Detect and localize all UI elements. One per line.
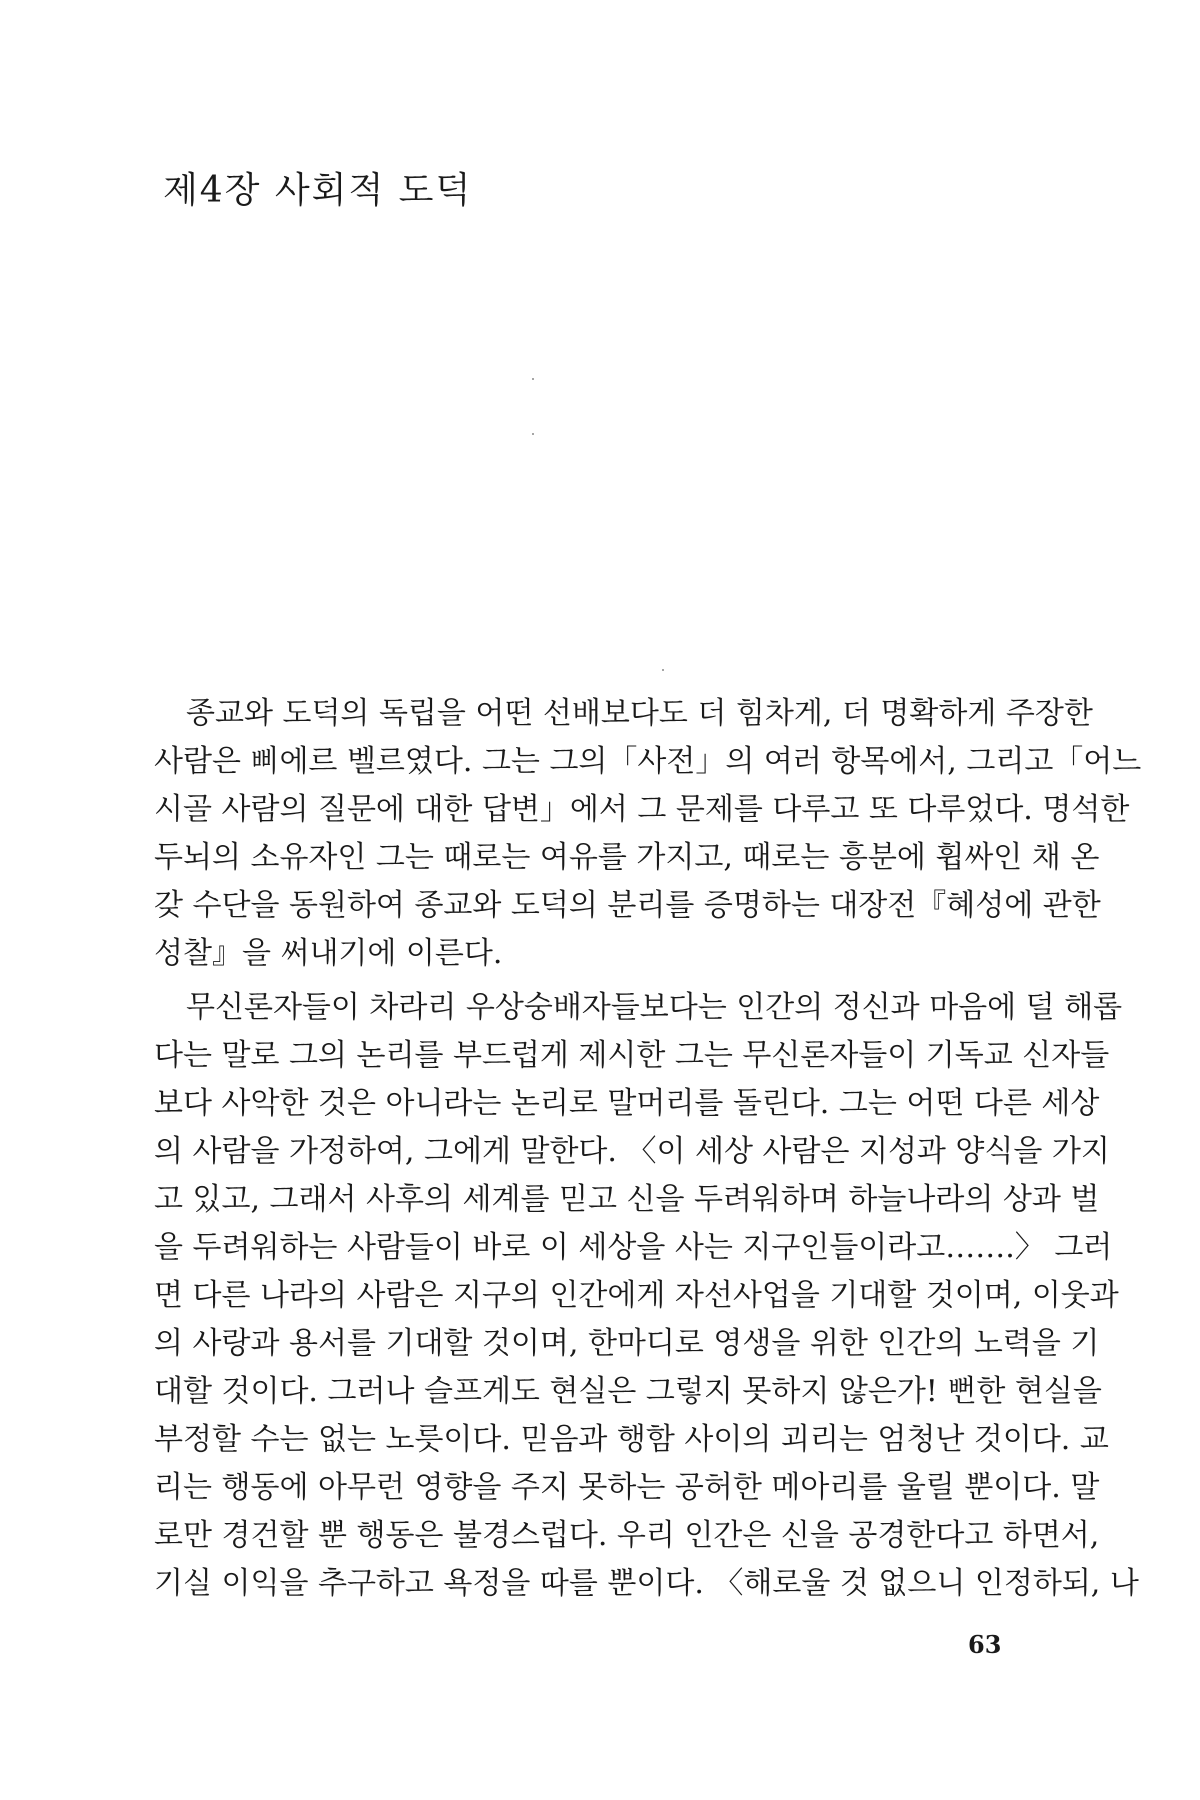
text-line: 을 두려워하는 사람들이 바로 이 세상을 사는 지구인들이라고…….〉 그러	[154, 1230, 1113, 1265]
text-line: 다는 말로 그의 논리를 부드럽게 제시한 그는 무신론자들이 기독교 신자들	[154, 1038, 1110, 1073]
body-text	[154, 690, 1142, 1608]
text-line: 두뇌의 소유자인 그는 때로는 여유를 가지고, 때로는 흥분에 휩싸인 채 온	[154, 840, 1100, 875]
print-speck	[662, 669, 664, 671]
text-line: 무신론자들이 차라리 우상숭배자들보다는 인간의 정신과 마음에 덜 해롭	[186, 990, 1123, 1025]
text-line: 기실 이익을 추구하고 욕정을 따를 뿐이다. 〈해로울 것 없으니 인정하되, 나	[154, 1566, 1139, 1601]
text-line: 부정할 수는 없는 노릇이다. 믿음과 행함 사이의 괴리는 엄청난 것이다. 교	[154, 1422, 1109, 1457]
text-line: 리는 행동에 아무런 영향을 주지 못하는 공허한 메아리를 울릴 뿐이다. 말	[154, 1470, 1100, 1505]
text-line: 보다 사악한 것은 아니라는 논리로 말머리를 돌린다. 그는 어떤 다른 세상	[154, 1086, 1100, 1121]
text-line: 의 사람을 가정하여, 그에게 말한다. 〈이 세상 사람은 지성과 양식을 가지	[154, 1134, 1110, 1169]
text-line: 시골 사람의 질문에 대한 답변」에서 그 문제를 다루고 또 다루었다. 명석한	[154, 792, 1130, 827]
text-line: 성찰』을 써내기에 이른다.	[154, 936, 503, 971]
text-line: 갖 수단을 동원하여 종교와 도덕의 분리를 증명하는 대장전『혜성에 관한	[154, 888, 1101, 923]
text-line: 면 다른 나라의 사람은 지구의 인간에게 자선사업을 기대할 것이며, 이웃과	[154, 1278, 1119, 1313]
text-line: 로만 경건할 뿐 행동은 불경스럽다. 우리 인간은 신을 공경한다고 하면서,	[154, 1518, 1100, 1553]
page-number: 63	[968, 1630, 1002, 1659]
print-speck	[532, 433, 534, 435]
text-line: 고 있고, 그래서 사후의 세계를 믿고 신을 두려워하며 하늘나라의 상과 벌	[154, 1182, 1100, 1217]
text-line: 사람은 삐에르 벨르였다. 그는 그의「사전」의 여러 항목에서, 그리고「어느	[154, 744, 1142, 779]
print-speck	[532, 378, 534, 380]
text-line: 대할 것이다. 그러나 슬프게도 현실은 그렇지 못하지 않은가! 뻔한 현실을	[154, 1374, 1102, 1409]
text-line: 의 사랑과 용서를 기대할 것이며, 한마디로 영생을 위한 인간의 노력을 기	[154, 1326, 1100, 1361]
chapter-title: 제4장 사회적 도덕	[163, 170, 473, 211]
text-line: 종교와 도덕의 독립을 어떤 선배보다도 더 힘차게, 더 명확하게 주장한	[186, 696, 1093, 731]
